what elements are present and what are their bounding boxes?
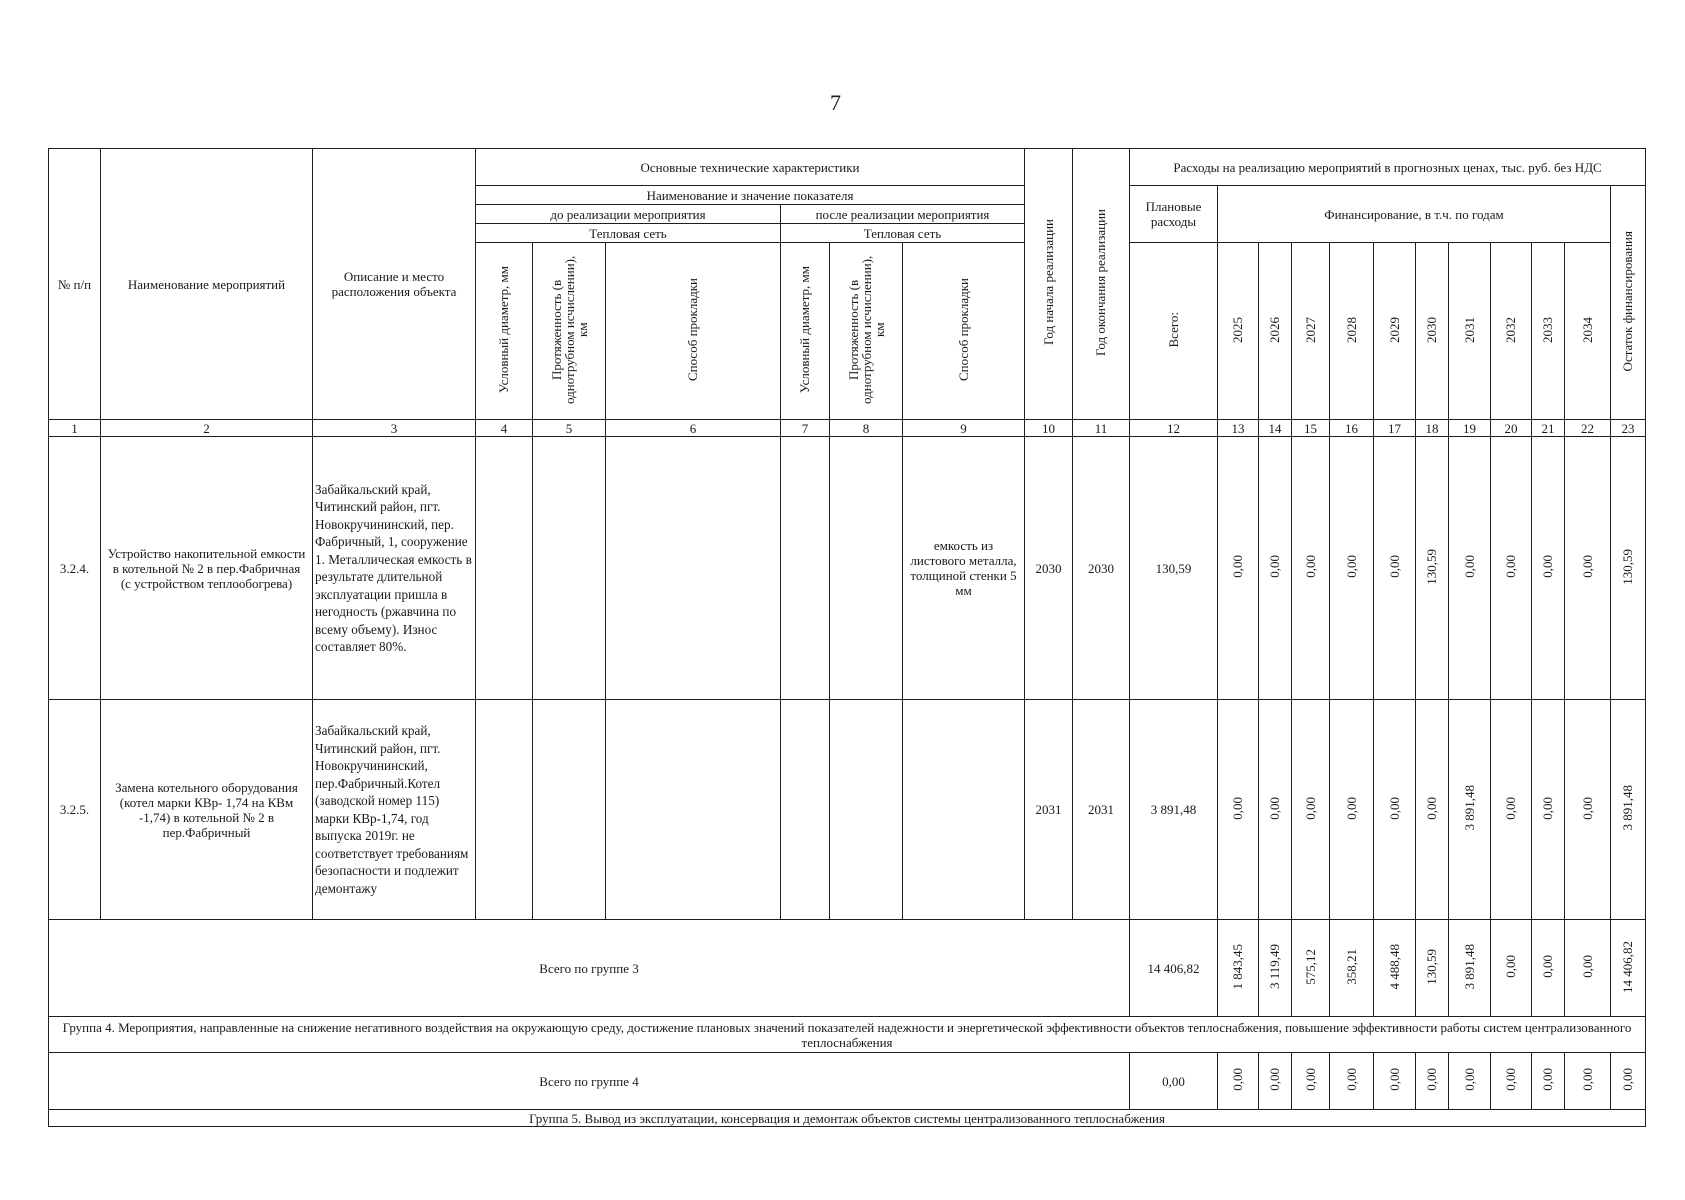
col-number: 5 — [533, 420, 606, 437]
group3-year-value: 3 119,49 — [1259, 920, 1292, 1017]
row-remainder: 3 891,48 — [1611, 700, 1646, 920]
row-no: 3.2.5. — [49, 700, 101, 920]
group4-total-row — [49, 1053, 1646, 1110]
group4-year-value: 0,00 — [1491, 1053, 1532, 1110]
row-method-after — [903, 700, 1025, 920]
header-method: Способ прокладки — [606, 243, 781, 420]
table-row — [49, 437, 1646, 700]
group3-total-row — [49, 920, 1646, 1017]
group3-year-value: 130,59 — [1416, 920, 1449, 1017]
group3-year-value: 1 843,45 — [1218, 920, 1259, 1017]
header-name: Наименование мероприятий — [101, 149, 313, 420]
group4-year-value: 0,00 — [1374, 1053, 1416, 1110]
row-year-value: 0,00 — [1259, 437, 1292, 700]
header-costs: Расходы на реализацию мероприятий в прогнозных ценах, тыс. руб. без НДС — [1130, 149, 1646, 186]
row-year-value: 0,00 — [1218, 700, 1259, 920]
col-number: 16 — [1330, 420, 1374, 437]
group4-year-value: 0,00 — [1330, 1053, 1374, 1110]
col-number: 1 — [49, 420, 101, 437]
header-diameter: Условный диаметр, мм — [476, 243, 533, 420]
header-year-2034: 2034 — [1565, 243, 1611, 420]
header-length: Протяженность (в однотрубном исчислении), км — [533, 243, 606, 420]
row-year-end: 2030 — [1073, 437, 1130, 700]
group3-total-label: Всего по группе 3 — [49, 920, 1130, 1017]
row-year-value: 0,00 — [1374, 700, 1416, 920]
group5-title: Группа 5. Вывод из эксплуатации, консервация и демонтаж объектов системы централизованного теплоснабжения — [49, 1110, 1646, 1127]
col-number: 22 — [1565, 420, 1611, 437]
col-number: 15 — [1292, 420, 1330, 437]
col-number: 4 — [476, 420, 533, 437]
row-name: Устройство накопительной емкости в котельной № 2 в пер.Фабричная (с устройством теплообогрева) — [101, 437, 313, 700]
row-year-value: 0,00 — [1330, 700, 1374, 920]
header-year-2032: 2032 — [1491, 243, 1532, 420]
row-year-value: 0,00 — [1218, 437, 1259, 700]
row-year-end: 2031 — [1073, 700, 1130, 920]
row-year-value: 0,00 — [1449, 437, 1491, 700]
header-year-2025: 2025 — [1218, 243, 1259, 420]
header-year-2027: 2027 — [1292, 243, 1330, 420]
header-before: до реализации мероприятия — [476, 205, 781, 224]
group3-year-value: 0,00 — [1491, 920, 1532, 1017]
header-year-2030: 2030 — [1416, 243, 1449, 420]
header-year-2028: 2028 — [1330, 243, 1374, 420]
table-row — [49, 700, 1646, 920]
header-length-after: Протяженность (в однотрубном исчислении), км — [830, 243, 903, 420]
header-network-after: Тепловая сеть — [781, 224, 1025, 243]
group4-total-value: 0,00 — [1130, 1053, 1218, 1110]
group4-year-value: 0,00 — [1565, 1053, 1611, 1110]
row-year-value: 0,00 — [1565, 437, 1611, 700]
group4-total-label: Всего по группе 4 — [49, 1053, 1130, 1110]
row-description: Забайкальский край, Читинский район, пгт. Новокручининский, пер. Фабричный, 1, сооружение 1. Металлическая емкость в результате длительной эксплуатации пришла в негодность (ржавчина по всему объему). Износ составляет 80%. — [313, 437, 476, 700]
header-indicator: Наименование и значение показателя — [476, 186, 1025, 205]
col-number: 18 — [1416, 420, 1449, 437]
row-year-value: 0,00 — [1532, 700, 1565, 920]
row-year-value: 0,00 — [1292, 437, 1330, 700]
col-number: 8 — [830, 420, 903, 437]
col-number: 14 — [1259, 420, 1292, 437]
col-number: 21 — [1532, 420, 1565, 437]
group4-title: Группа 4. Мероприятия, направленные на снижение негативного воздействия на окружающую среду, достижение плановых значений показателей надежности и энергетической эффективности объектов теплоснабжения, повышение эффективности работы систем централизованного теплоснабжения — [49, 1017, 1646, 1053]
row-total: 130,59 — [1130, 437, 1218, 700]
header-remainder: Остаток финансирования — [1611, 186, 1646, 420]
group3-year-value: 358,21 — [1330, 920, 1374, 1017]
row-year-start: 2030 — [1025, 437, 1073, 700]
group4-remainder: 0,00 — [1611, 1053, 1646, 1110]
header-method-after: Способ прокладки — [903, 243, 1025, 420]
row-year-value: 0,00 — [1374, 437, 1416, 700]
group4-year-value: 0,00 — [1259, 1053, 1292, 1110]
col-number: 10 — [1025, 420, 1073, 437]
col-number: 9 — [903, 420, 1025, 437]
row-year-value: 0,00 — [1292, 700, 1330, 920]
group3-year-value: 0,00 — [1565, 920, 1611, 1017]
col-number: 12 — [1130, 420, 1218, 437]
row-name: Замена котельного оборудования (котел марки КВр- 1,74 на КВм -1,74) в котельной № 2 в пер.Фабричный — [101, 700, 313, 920]
row-year-value: 0,00 — [1491, 700, 1532, 920]
header-after: после реализации мероприятия — [781, 205, 1025, 224]
group3-year-value: 3 891,48 — [1449, 920, 1491, 1017]
header-year-start: Год начала реализации — [1025, 149, 1073, 420]
group3-year-value: 575,12 — [1292, 920, 1330, 1017]
row-method-after: емкость из листового металла, толщиной стенки 5 мм — [903, 437, 1025, 700]
investment-table — [48, 148, 1646, 1127]
col-number: 23 — [1611, 420, 1646, 437]
header-year-2026: 2026 — [1259, 243, 1292, 420]
group4-year-value: 0,00 — [1292, 1053, 1330, 1110]
header-tech: Основные технические характеристики — [476, 149, 1025, 186]
group3-remainder: 14 406,82 — [1611, 920, 1646, 1017]
row-year-value: 0,00 — [1330, 437, 1374, 700]
group3-total-value: 14 406,82 — [1130, 920, 1218, 1017]
row-remainder: 130,59 — [1611, 437, 1646, 700]
col-number: 17 — [1374, 420, 1416, 437]
row-description: Забайкальский край, Читинский район, пгт. Новокручининский, пер.Фабричный.Котел (заводской номер 115) марки КВр-1,74, год выпуска 2019г. не соответствует требованиям безопасности и подлежит демонтажу — [313, 700, 476, 920]
page-number: 7 — [830, 90, 841, 115]
col-number: 6 — [606, 420, 781, 437]
col-number: 3 — [313, 420, 476, 437]
group3-year-value: 4 488,48 — [1374, 920, 1416, 1017]
header-no: № п/п — [49, 149, 101, 420]
header-year-end: Год окончания реализации — [1073, 149, 1130, 420]
row-no: 3.2.4. — [49, 437, 101, 700]
header-planned: Плановые расходы — [1130, 186, 1218, 243]
row-year-value: 0,00 — [1259, 700, 1292, 920]
row-total: 3 891,48 — [1130, 700, 1218, 920]
group4-year-value: 0,00 — [1416, 1053, 1449, 1110]
row-year-value: 0,00 — [1565, 700, 1611, 920]
row-year-value: 0,00 — [1532, 437, 1565, 700]
col-number: 13 — [1218, 420, 1259, 437]
row-year-value: 0,00 — [1491, 437, 1532, 700]
col-number: 2 — [101, 420, 313, 437]
col-number: 7 — [781, 420, 830, 437]
col-number: 19 — [1449, 420, 1491, 437]
group4-year-value: 0,00 — [1449, 1053, 1491, 1110]
group4-year-value: 0,00 — [1218, 1053, 1259, 1110]
group3-year-value: 0,00 — [1532, 920, 1565, 1017]
header-year-2033: 2033 — [1532, 243, 1565, 420]
row-year-value: 0,00 — [1416, 700, 1449, 920]
group4-year-value: 0,00 — [1532, 1053, 1565, 1110]
header-network-before: Тепловая сеть — [476, 224, 781, 243]
col-number: 20 — [1491, 420, 1532, 437]
row-year-value: 130,59 — [1416, 437, 1449, 700]
row-year-value: 3 891,48 — [1449, 700, 1491, 920]
header-description: Описание и место расположения объекта — [313, 149, 476, 420]
header-financing: Финансирование, в т.ч. по годам — [1218, 186, 1611, 243]
header-diameter-after: Условный диаметр, мм — [781, 243, 830, 420]
header-year-2031: 2031 — [1449, 243, 1491, 420]
header-year-2029: 2029 — [1374, 243, 1416, 420]
header-total: Всего: — [1130, 243, 1218, 420]
col-number: 11 — [1073, 420, 1130, 437]
row-year-start: 2031 — [1025, 700, 1073, 920]
